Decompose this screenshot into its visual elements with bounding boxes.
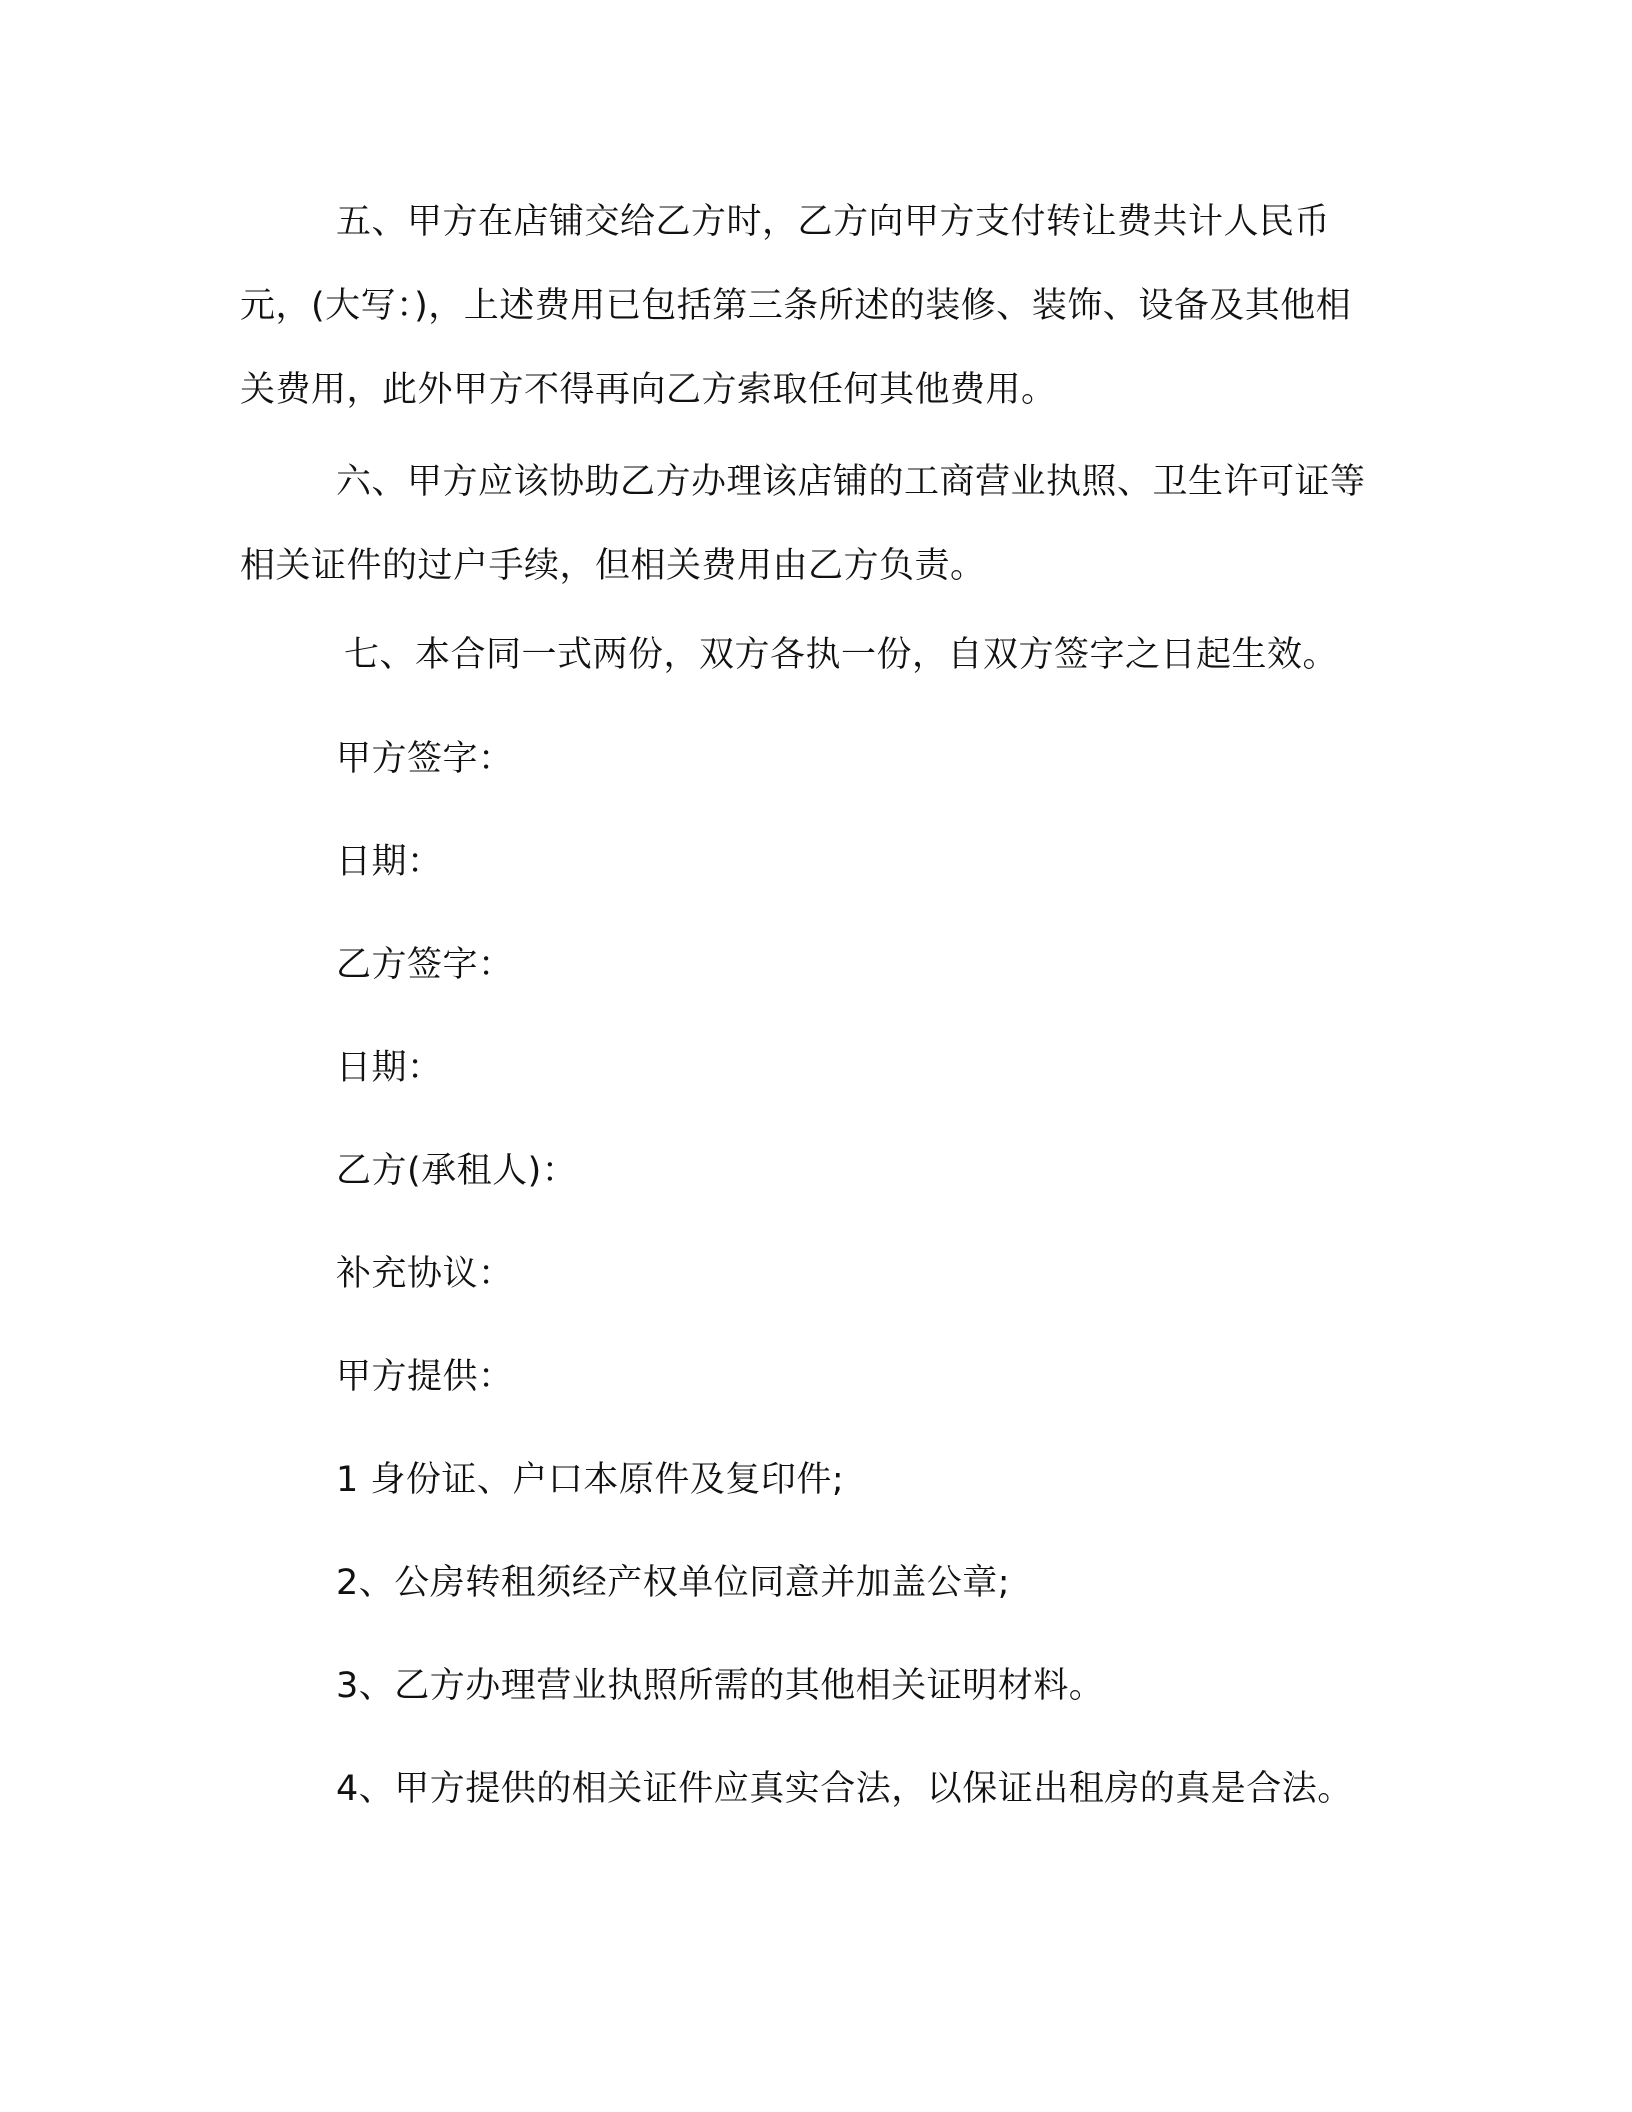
party-a-provides-label: 甲方提供： — [336, 1357, 514, 1397]
list-item-4: 4、甲方提供的相关证件应真实合法，以保证出租房的真是合法。 — [336, 1769, 1353, 1809]
party-a-signature-label: 甲方签字： — [336, 739, 514, 779]
supplement-agreement-title: 补充协议： — [336, 1254, 514, 1294]
list-item-2: 2、公房转租须经产权单位同意并加盖公章; — [336, 1563, 1011, 1603]
clause-5-paragraph: 五、甲方在店铺交给乙方时，乙方向甲方支付转让费共计人民币元，(大写：)，上述费用已包括第三条所述的装修、装饰、设备及其他相关费用，此外甲方不得再向乙方索取任何其他费用。 — [240, 202, 1352, 410]
party-b-signature-label: 乙方签字： — [336, 945, 514, 985]
party-b-lessee-label: 乙方(承租人)： — [336, 1151, 578, 1191]
list-item-3: 3、乙方办理营业执照所需的其他相关证明材料。 — [336, 1666, 1105, 1706]
date-label-1: 日期： — [336, 842, 443, 882]
list-item-1: 1 身份证、户口本原件及复印件; — [336, 1460, 845, 1500]
clause-6-paragraph: 六、甲方应该协助乙方办理该店铺的工商营业执照、卫生许可证等相关证件的过户手续，但相关费用由乙方负责。 — [240, 462, 1366, 586]
clause-7-paragraph: 七、本合同一式两份，双方各执一份，自双方签字之日起生效。 — [344, 635, 1339, 675]
date-label-2: 日期： — [336, 1048, 443, 1088]
